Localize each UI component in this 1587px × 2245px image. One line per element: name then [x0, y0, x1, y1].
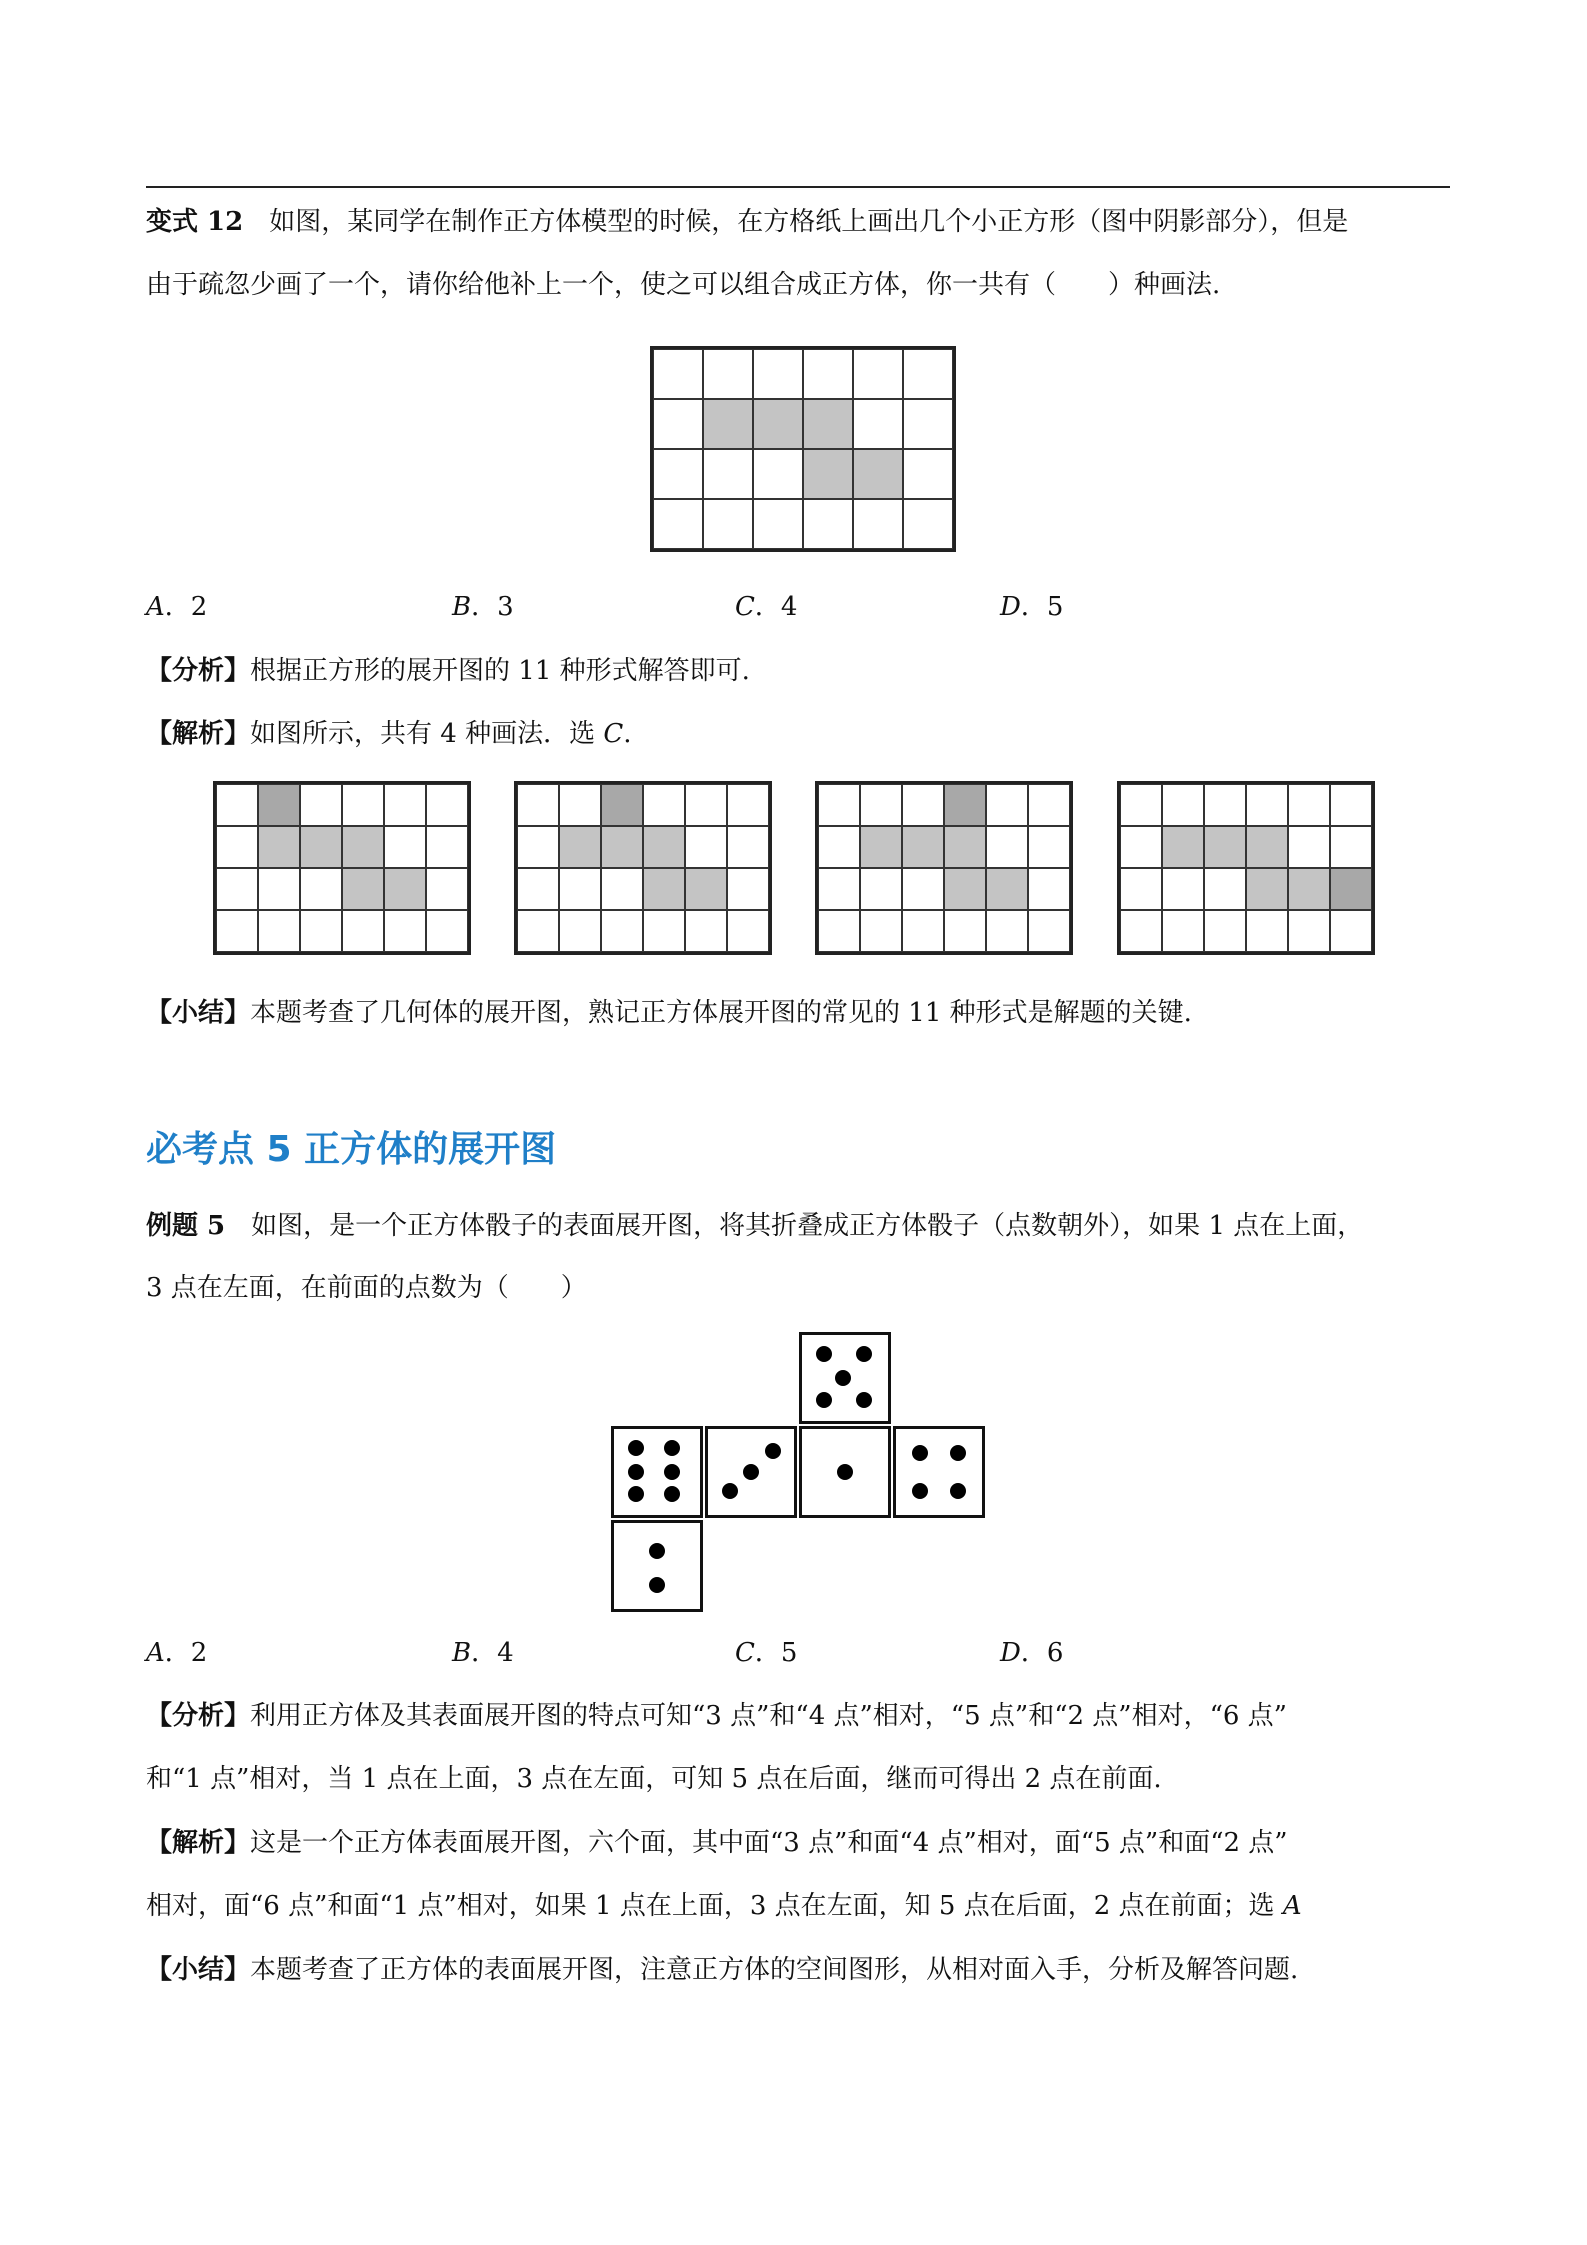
grid-cell [216, 910, 258, 952]
die-face-2 [611, 1520, 703, 1612]
answer-grid-2 [514, 781, 772, 955]
summary-text: 本题考查了几何体的展开图，熟记正方体展开图的常见的 11 种形式是解题的关键. [250, 998, 1192, 1028]
pip-dot [816, 1346, 832, 1362]
problem12-analysis [146, 654, 1456, 688]
grid-cell [944, 910, 986, 952]
shaded-square [559, 826, 601, 868]
example5-summary [146, 1953, 1456, 1987]
grid-cell [703, 499, 753, 549]
grid-cell [643, 910, 685, 952]
example5-option-b[interactable]: B．4 [452, 1638, 514, 1668]
grid-cell [601, 910, 643, 952]
top-rule [146, 186, 1450, 188]
die-face-3 [705, 1426, 797, 1518]
shaded-square [384, 868, 426, 910]
grid-cell [653, 349, 703, 399]
grid-cell [703, 449, 753, 499]
grid-cell [1288, 826, 1330, 868]
summary-text: 本题考查了正方体的表面展开图，注意正方体的空间图形，从相对面入手，分析及解答问题. [250, 1955, 1299, 1985]
dice-net-figure [611, 1332, 991, 1608]
grid-cell [1028, 784, 1070, 826]
grid-cell [853, 399, 903, 449]
grid-cell [818, 868, 860, 910]
answer-grid-1 [213, 781, 471, 955]
grid-cell [727, 784, 769, 826]
pip-dot [664, 1440, 680, 1456]
shaded-square [944, 868, 986, 910]
solution-tag: 【解析】 [146, 719, 251, 749]
grid-cell [986, 826, 1028, 868]
problem12-option-a[interactable]: A．2 [146, 592, 208, 622]
shaded-square [1246, 868, 1288, 910]
analysis-tag: 【分析】 [146, 656, 251, 686]
problem12-line2: 由于疏忽少画了一个，请你给他补上一个，使之可以组合成正方体，你一共有（ ）种画法. [146, 270, 1221, 300]
added-square [1330, 868, 1372, 910]
grid-cell [903, 349, 953, 399]
grid-cell [216, 826, 258, 868]
shaded-square [944, 826, 986, 868]
grid-cell [986, 784, 1028, 826]
grid-cell [818, 910, 860, 952]
pip-dot [628, 1464, 644, 1480]
pip-dot [835, 1370, 851, 1386]
grid-cell [803, 349, 853, 399]
grid-cell [818, 784, 860, 826]
example5-solution-line1: 【解析】这是一个正方体表面展开图，六个面，其中面“3 点”和面“4 点”相对，面“5 点”和面“2 点” [146, 1828, 1288, 1858]
shaded-square [703, 399, 753, 449]
grid-cell [1288, 910, 1330, 952]
example5-analysis-line2: 和“1 点”相对，当 1 点在上面，3 点在左面，可知 5 点在后面，继而可得出 2 点在前面. [146, 1764, 1162, 1794]
shaded-square [601, 826, 643, 868]
grid-cell [903, 499, 953, 549]
problem12-option-c[interactable]: C．4 [735, 592, 798, 622]
grid-cell [216, 784, 258, 826]
analysis-text: 根据正方形的展开图的 11 种形式解答即可. [250, 656, 750, 686]
shaded-square [258, 826, 300, 868]
grid-cell [753, 449, 803, 499]
die-face-5 [799, 1332, 891, 1424]
grid-cell [685, 910, 727, 952]
die-face-1 [799, 1426, 891, 1518]
example5-option-d[interactable]: D．6 [1000, 1638, 1064, 1668]
grid-cell [1162, 784, 1204, 826]
pip-dot [649, 1543, 665, 1559]
example5-option-c[interactable]: C．5 [735, 1638, 798, 1668]
grid-cell [1204, 910, 1246, 952]
grid-cell [703, 349, 753, 399]
grid-cell [1028, 910, 1070, 952]
shaded-square [643, 826, 685, 868]
grid-cell [1120, 868, 1162, 910]
grid-cell [1162, 868, 1204, 910]
grid-cell [384, 826, 426, 868]
shaded-square [342, 868, 384, 910]
grid-cell [903, 399, 953, 449]
problem12-label: 变式 12 [146, 207, 244, 237]
grid-cell [727, 826, 769, 868]
example5-option-a[interactable]: A．2 [146, 1638, 208, 1668]
example5-line1 [146, 1209, 1456, 1243]
grid-cell [1330, 826, 1372, 868]
problem12-text1: 如图，某同学在制作正方体模型的时候，在方格纸上画出几个小正方形（图中阴影部分），但是 [269, 207, 1349, 237]
grid-cell [258, 868, 300, 910]
grid-cell [1330, 784, 1372, 826]
problem12-option-b[interactable]: B．3 [452, 592, 514, 622]
grid-cell [902, 784, 944, 826]
grid-cell [818, 826, 860, 868]
grid-cell [517, 868, 559, 910]
grid-cell [902, 868, 944, 910]
grid-cell [685, 784, 727, 826]
grid-cell [1120, 784, 1162, 826]
shaded-square [853, 449, 903, 499]
grid-cell [1204, 868, 1246, 910]
pip-dot [628, 1440, 644, 1456]
added-square [944, 784, 986, 826]
shaded-square [753, 399, 803, 449]
grid-cell [258, 910, 300, 952]
grid-cell [653, 399, 703, 449]
grid-cell [653, 449, 703, 499]
pip-dot [664, 1486, 680, 1502]
pip-dot [950, 1445, 966, 1461]
grid-cell [986, 910, 1028, 952]
grid-cell [685, 826, 727, 868]
grid-cell [300, 784, 342, 826]
grid-cell [902, 910, 944, 952]
die-face-6 [611, 1426, 703, 1518]
added-square [601, 784, 643, 826]
grid-cell [517, 784, 559, 826]
grid-cell [1120, 826, 1162, 868]
pip-dot [950, 1483, 966, 1499]
grid-cell [426, 826, 468, 868]
shaded-square [342, 826, 384, 868]
grid-cell [384, 784, 426, 826]
grid-cell [426, 784, 468, 826]
grid-cell [860, 910, 902, 952]
example5-text1: 如图，是一个正方体骰子的表面展开图，将其折叠成正方体骰子（点数朝外），如果 1 点在上面， [251, 1211, 1364, 1241]
grid-cell [803, 499, 853, 549]
pip-dot [664, 1464, 680, 1480]
pip-dot [912, 1483, 928, 1499]
pip-dot [743, 1464, 759, 1480]
grid-cell [559, 910, 601, 952]
example5-solution-line2: 相对，面“6 点”和面“1 点”相对，如果 1 点在上面，3 点在左面，知 5 点在后面，2 点在前面；选 A [146, 1891, 1302, 1921]
grid-cell [601, 868, 643, 910]
solution-answer: A [1282, 1891, 1302, 1921]
shaded-square [902, 826, 944, 868]
problem12-summary [146, 996, 1456, 1030]
grid-cell [1288, 784, 1330, 826]
grid-cell [1246, 784, 1288, 826]
grid-cell [1162, 910, 1204, 952]
problem12-option-d[interactable]: D．5 [1000, 592, 1064, 622]
grid-cell [653, 499, 703, 549]
pip-dot [649, 1577, 665, 1593]
grid-cell [727, 910, 769, 952]
grid-cell [753, 349, 803, 399]
grid-cell [1028, 868, 1070, 910]
solution-answer: C [603, 719, 624, 749]
grid-cell [342, 910, 384, 952]
grid-cell [853, 349, 903, 399]
solution-tag: 【解析】 [146, 1828, 251, 1858]
grid-cell [300, 868, 342, 910]
grid-cell [1330, 910, 1372, 952]
summary-tag: 【小结】 [146, 998, 251, 1028]
grid-cell [342, 784, 384, 826]
pip-dot [856, 1346, 872, 1362]
grid-cell [300, 910, 342, 952]
grid-cell [517, 910, 559, 952]
example5-label: 例题 5 [146, 1211, 226, 1241]
pip-dot [837, 1464, 853, 1480]
shaded-square [986, 868, 1028, 910]
added-square [258, 784, 300, 826]
pip-dot [816, 1392, 832, 1408]
grid-cell [727, 868, 769, 910]
shaded-square [1162, 826, 1204, 868]
grid-cell [1028, 826, 1070, 868]
analysis-tag: 【分析】 [146, 1701, 251, 1731]
shaded-square [803, 449, 853, 499]
grid-cell [860, 784, 902, 826]
grid-cell [753, 499, 803, 549]
example5-line2: 3 点在左面，在前面的点数为（ ） [146, 1273, 587, 1303]
grid-cell [426, 868, 468, 910]
section-title: 必考点 5 正方体的展开图 [146, 1129, 557, 1170]
grid-cell [903, 449, 953, 499]
shaded-square [643, 868, 685, 910]
shaded-square [1288, 868, 1330, 910]
solution-text: 如图所示，共有 4 种画法．选 [250, 719, 604, 749]
die-face-4 [893, 1426, 985, 1518]
grid-cell [853, 499, 903, 549]
summary-tag: 【小结】 [146, 1955, 251, 1985]
pip-dot [765, 1443, 781, 1459]
grid-cell [643, 784, 685, 826]
pip-dot [628, 1486, 644, 1502]
grid-cell [426, 910, 468, 952]
shaded-square [1246, 826, 1288, 868]
pip-dot [722, 1483, 738, 1499]
grid-cell [216, 868, 258, 910]
problem12-solution: 【解析】如图所示，共有 4 种画法．选 C. [146, 719, 632, 749]
example5-analysis-line1: 【分析】利用正方体及其表面展开图的特点可知“3 点”和“4 点”相对，“5 点”和“2 点”相对，“6 点” [146, 1701, 1287, 1731]
answer-grid-3 [815, 781, 1073, 955]
question-grid-figure [650, 346, 956, 552]
grid-cell [1120, 910, 1162, 952]
shaded-square [1204, 826, 1246, 868]
grid-cell [384, 910, 426, 952]
shaded-square [300, 826, 342, 868]
grid-cell [1246, 910, 1288, 952]
answer-grid-4 [1117, 781, 1375, 955]
problem12-line1 [146, 205, 1456, 239]
grid-cell [860, 868, 902, 910]
grid-cell [1204, 784, 1246, 826]
shaded-square [685, 868, 727, 910]
grid-cell [517, 826, 559, 868]
pip-dot [912, 1445, 928, 1461]
pip-dot [856, 1392, 872, 1408]
shaded-square [860, 826, 902, 868]
grid-cell [559, 784, 601, 826]
shaded-square [803, 399, 853, 449]
grid-cell [559, 868, 601, 910]
